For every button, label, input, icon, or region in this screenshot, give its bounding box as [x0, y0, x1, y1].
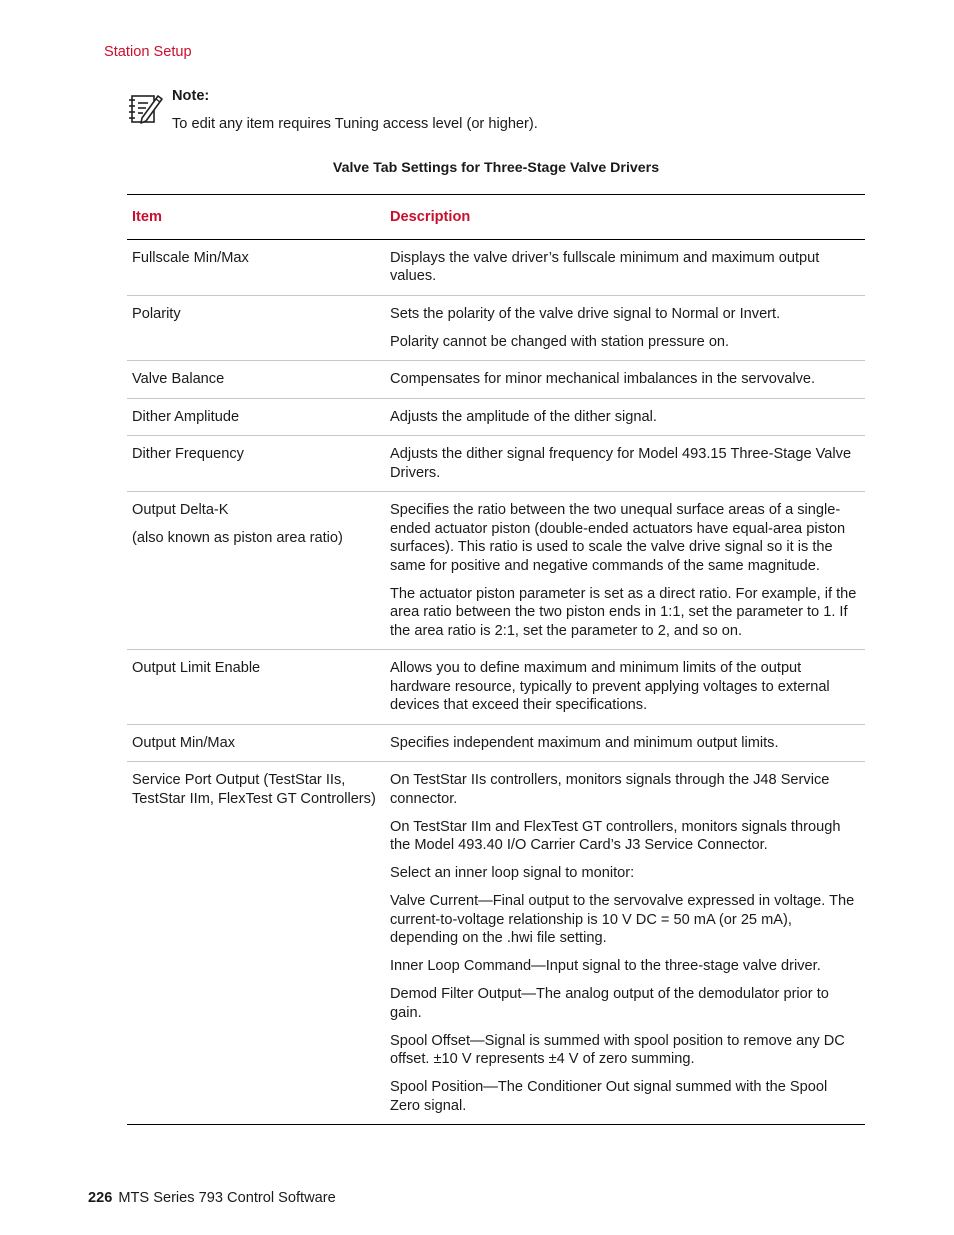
table-row: [127, 239, 865, 295]
item-cell: [127, 295, 385, 361]
description-text: Valve Current—Final output to the servovalve expressed in voltage. The current-to-voltage relationship is 10 V DC = 50 mA (or 25 mA), depending on the .hwi file setting.: [390, 893, 855, 946]
item-text: Dither Amplitude: [132, 408, 240, 425]
description-text: Adjusts the amplitude of the dither signal.: [390, 408, 657, 425]
table-row: [127, 492, 865, 650]
description-text: Adjusts the dither signal frequency for Model 493.15 Three-Stage Valve Drivers.: [390, 446, 852, 481]
table-header-row: [127, 195, 865, 240]
table-row: [127, 398, 865, 436]
description-text: Sets the polarity of the valve drive signal to Normal or Invert.: [390, 305, 781, 322]
item-text: (also known as piston area ratio): [132, 530, 343, 546]
item-cell: [127, 239, 385, 295]
item-text: Dither Frequency: [132, 446, 244, 462]
page-footer: [88, 1189, 336, 1208]
column-header-description: Description: [385, 195, 865, 240]
table-row: [127, 295, 865, 361]
item-cell: [127, 492, 385, 650]
item-text: Output Limit Enable: [132, 660, 261, 676]
description-text: Specifies the ratio between the two unequal surface areas of a single-ended actuator piston (double-ended actuators have equal-area piston surfaces). This ratio is used to scale the valve drive signal so it is the same for positive and negative commands of the same magnitude.: [390, 502, 846, 574]
table-row: [127, 650, 865, 725]
description-text: Select an inner loop signal to monitor:: [390, 865, 635, 881]
item-text: Output Delta-K: [132, 502, 229, 518]
item-cell: [127, 361, 385, 399]
description-cell: [385, 361, 865, 399]
description-cell: [385, 436, 865, 492]
document-title: MTS Series 793 Control Software: [118, 1190, 336, 1206]
item-text: Fullscale Min/Max: [132, 249, 249, 266]
description-text: The actuator piston parameter is set as a direct ratio. For example, if the area ratio between the two piston ends in 1:1, set the parameter to 1. If the area ratio is 2:1, set the parameter to 2, and so on.: [390, 585, 857, 639]
description-text: Spool Position—The Conditioner Out signal summed with the Spool Zero signal.: [390, 1079, 828, 1114]
page-number: 226: [88, 1190, 113, 1206]
valve-settings-table: [127, 194, 865, 1125]
table-row: [127, 724, 865, 762]
table-title: Valve Tab Settings for Three-Stage Valve Drivers: [332, 160, 660, 176]
table-row: [127, 361, 865, 399]
note-pencil-icon: [128, 90, 164, 126]
description-text: Inner Loop Command—Input signal to the three-stage valve driver.: [390, 958, 821, 974]
item-text: Service Port Output (TestStar IIs, TestStar IIm, FlexTest GT Controllers): [132, 772, 376, 807]
item-cell: [127, 398, 385, 436]
description-text: Allows you to define maximum and minimum limits of the output hardware resource, typically to prevent applying voltages to external devices that exceed their specifications.: [390, 660, 830, 713]
description-text: Compensates for minor mechanical imbalances in the servovalve.: [390, 371, 816, 387]
description-cell: [385, 724, 865, 762]
description-cell: [385, 398, 865, 436]
item-cell: [127, 650, 385, 725]
description-text: Demod Filter Output—The analog output of the demodulator prior to gain.: [390, 986, 829, 1021]
description-cell: [385, 762, 865, 1125]
description-text: On TestStar IIm and FlexTest GT controllers, monitors signals through the Model 493.40 I/O Carrier Card’s J3 Service Connector.: [390, 818, 841, 853]
section-header: Station Setup: [104, 44, 192, 60]
item-text: Output Min/Max: [132, 734, 236, 751]
description-cell: [385, 492, 865, 650]
description-text: Specifies independent maximum and minimum output limits.: [390, 734, 779, 751]
item-cell: [127, 436, 385, 492]
item-text: Valve Balance: [132, 371, 225, 387]
column-header-item: Item: [127, 195, 385, 240]
table-body: [127, 239, 865, 1125]
description-text: Spool Offset—Signal is summed with spool position to remove any DC offset. ±10 V represents ±4 V of zero summing.: [390, 1032, 845, 1067]
description-text: On TestStar IIs controllers, monitors signals through the J48 Service connector.: [390, 772, 830, 807]
note-title: Note:: [172, 88, 210, 104]
description-cell: [385, 295, 865, 361]
note-text: To edit any item requires Tuning access level (or higher).: [172, 116, 538, 132]
description-text: Displays the valve driver’s fullscale minimum and maximum output values.: [390, 249, 820, 284]
item-cell: [127, 762, 385, 1125]
description-text: Polarity cannot be changed with station pressure on.: [390, 333, 730, 350]
item-text: Polarity: [132, 305, 181, 322]
table-row: [127, 436, 865, 492]
item-cell: [127, 724, 385, 762]
table-row: [127, 762, 865, 1125]
description-cell: [385, 239, 865, 295]
description-cell: [385, 650, 865, 725]
